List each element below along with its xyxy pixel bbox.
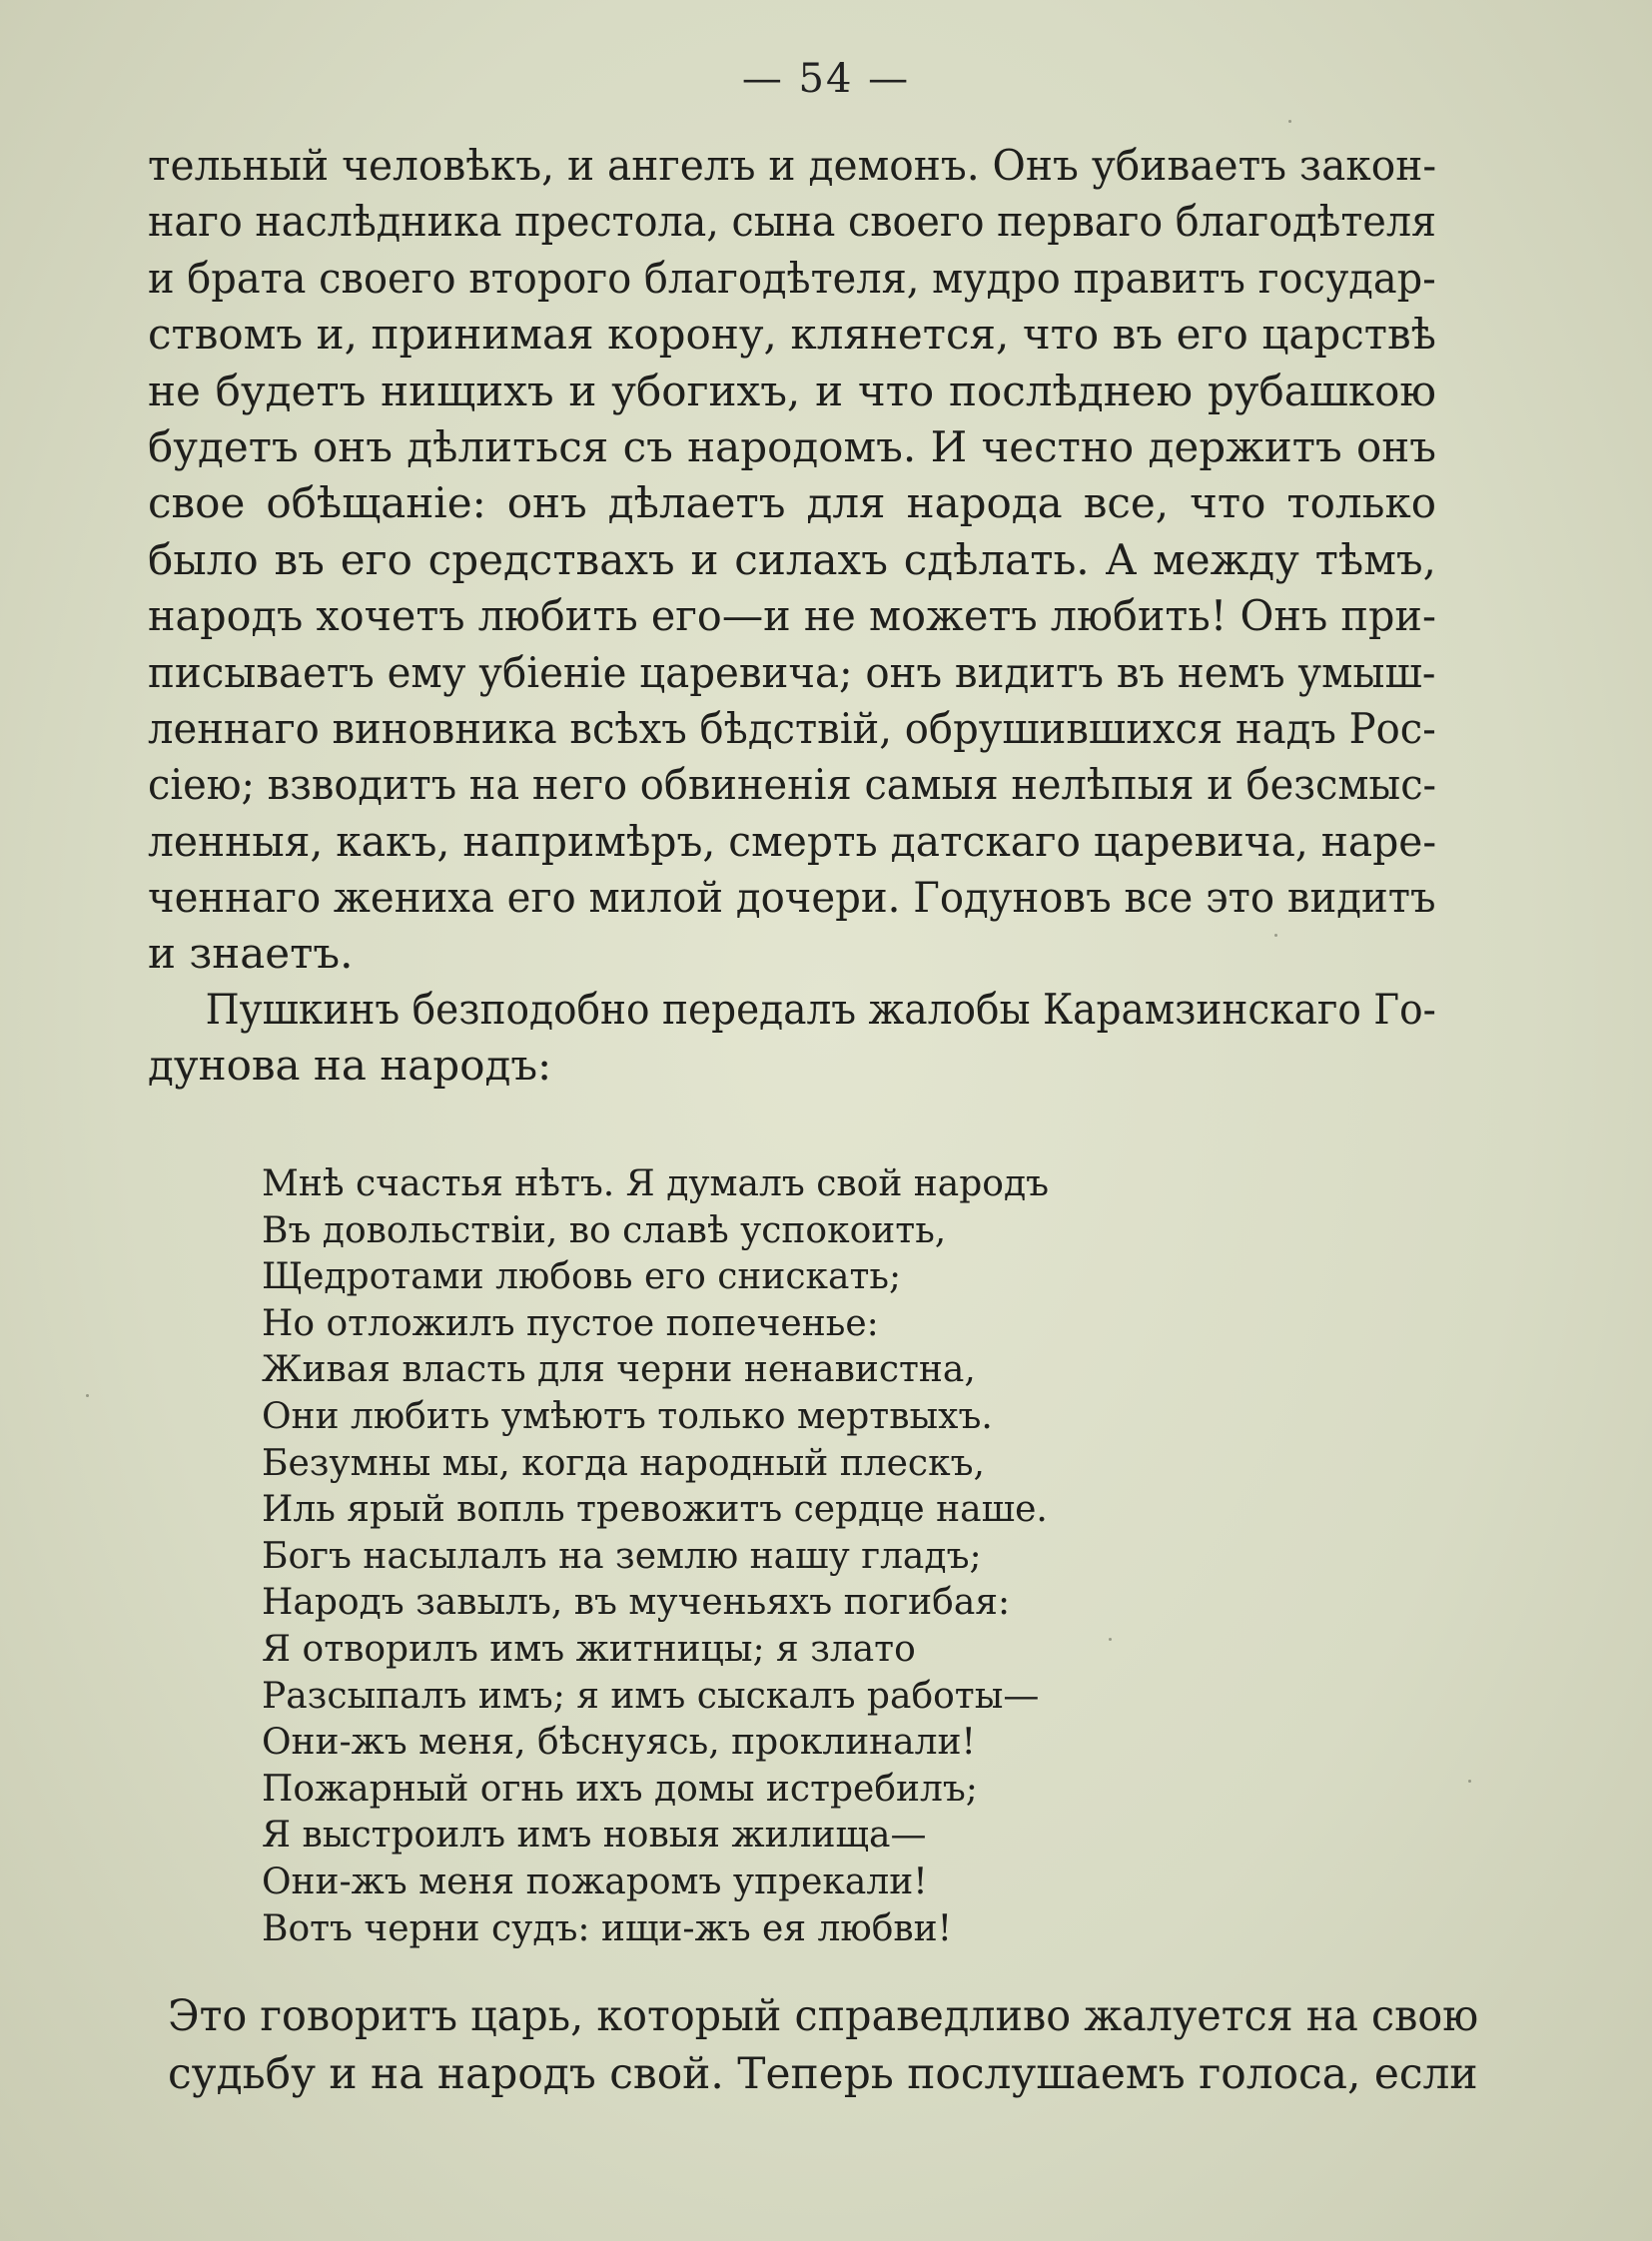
text-line: ствомъ и, принимая корону, клянется, что въ его царствѣ: [148, 310, 1436, 360]
poem-line: Я выстроилъ имъ новыя жилища—: [262, 1815, 927, 1857]
text-line: и знаетъ.: [148, 929, 354, 979]
text-line: не будетъ нищихъ и убогихъ, и что послѣднею рубашкою: [148, 366, 1436, 415]
text-line: дунова на народъ:: [148, 1041, 552, 1091]
poem-line: Безумны мы, когда народный плескъ,: [262, 1442, 985, 1484]
text-line: будетъ онъ дѣлиться съ народомъ. И честно держитъ онъ: [148, 421, 1436, 471]
poem-line: Иль ярый вопль тревожитъ сердце наше.: [262, 1489, 1048, 1531]
page-number: — 54 —: [741, 56, 911, 102]
poem-quote: [262, 1161, 1161, 1952]
poem-line: Народъ завылъ, въ мученьяхъ погибая:: [262, 1582, 1011, 1624]
poem-line: Но отложилъ пустое попеченье:: [262, 1302, 879, 1344]
poem-line: Щедротами любовь его снискать;: [262, 1256, 902, 1298]
poem-line: Живая власть для черни ненавистна,: [262, 1349, 976, 1391]
poem-line: Пожарный огнь ихъ домы истребилъ;: [262, 1768, 978, 1810]
poem-line: Они-жъ меня пожаромъ упрекали!: [262, 1861, 928, 1902]
text-line: ченнаго жениха его милой дочери. Годуновъ все это видитъ: [148, 873, 1436, 923]
text-line: народъ хочетъ любить его—и не можетъ любить! Онъ при-: [148, 591, 1436, 641]
poem-line: Богъ насылалъ на землю нашу гладъ;: [262, 1535, 982, 1577]
poem-line: Въ довольствіи, во славѣ успокоить,: [262, 1209, 947, 1251]
text-line: Пушкинъ безподобно передалъ жалобы Карамзинскаго Го-: [205, 985, 1436, 1034]
paragraph-2: [148, 982, 1436, 1095]
poem-line: Разсыпалъ имъ; я имъ сыскалъ работы—: [262, 1675, 1040, 1717]
text-line: Это говоритъ царь, который справедливо жалуется на свою: [168, 1991, 1479, 2041]
poem-line: Вотъ черни судъ: ищи-жъ ея любви!: [262, 1907, 953, 1949]
text-line: наго наслѣдника престола, сына своего перваго благодѣтеля: [148, 197, 1437, 247]
poem-line: Они-жъ меня, бѣснуясь, проклинали!: [262, 1722, 976, 1764]
paper-speck: [86, 1394, 89, 1397]
poem-line: Они любить умѣютъ только мертвыхъ.: [262, 1395, 993, 1437]
text-line: судьбу и на народъ свой. Теперь послушаемъ голоса, если: [168, 2049, 1478, 2099]
paragraph-3: [168, 1987, 1478, 2103]
text-line: сіею; взводитъ на него обвиненія самыя нелѣпыя и безсмыс-: [148, 760, 1437, 810]
text-line: и брата своего второго благодѣтеля, мудро правитъ государ-: [148, 253, 1436, 303]
text-line: леннаго виновника всѣхъ бѣдствій, обрушившихся надъ Рос-: [148, 703, 1436, 753]
paper-speck: [1109, 1638, 1112, 1641]
text-line: писываетъ ему убіеніе царевича; онъ видитъ въ немъ умыш-: [148, 647, 1436, 697]
paper-speck: [1468, 1780, 1471, 1783]
text-line: тельный человѣкъ, и ангелъ и демонъ. Онъ убиваетъ закон-: [148, 141, 1437, 190]
paper-speck: [1274, 934, 1277, 937]
poem-line: Мнѣ счастья нѣтъ. Я думалъ свой народъ: [262, 1163, 1050, 1204]
paragraph-1: [148, 138, 1436, 983]
text-line: ленныя, какъ, напримѣръ, смерть датскаго царевича, наре-: [148, 816, 1437, 866]
text-line: свое обѣщаніе: онъ дѣлаетъ для народа все, что только: [148, 478, 1436, 528]
text-line: было въ его средствахъ и силахъ сдѣлать. А между тѣмъ,: [148, 534, 1436, 584]
poem-line: Я отворилъ имъ житницы; я злато: [262, 1628, 916, 1670]
paper-speck: [1288, 120, 1291, 123]
